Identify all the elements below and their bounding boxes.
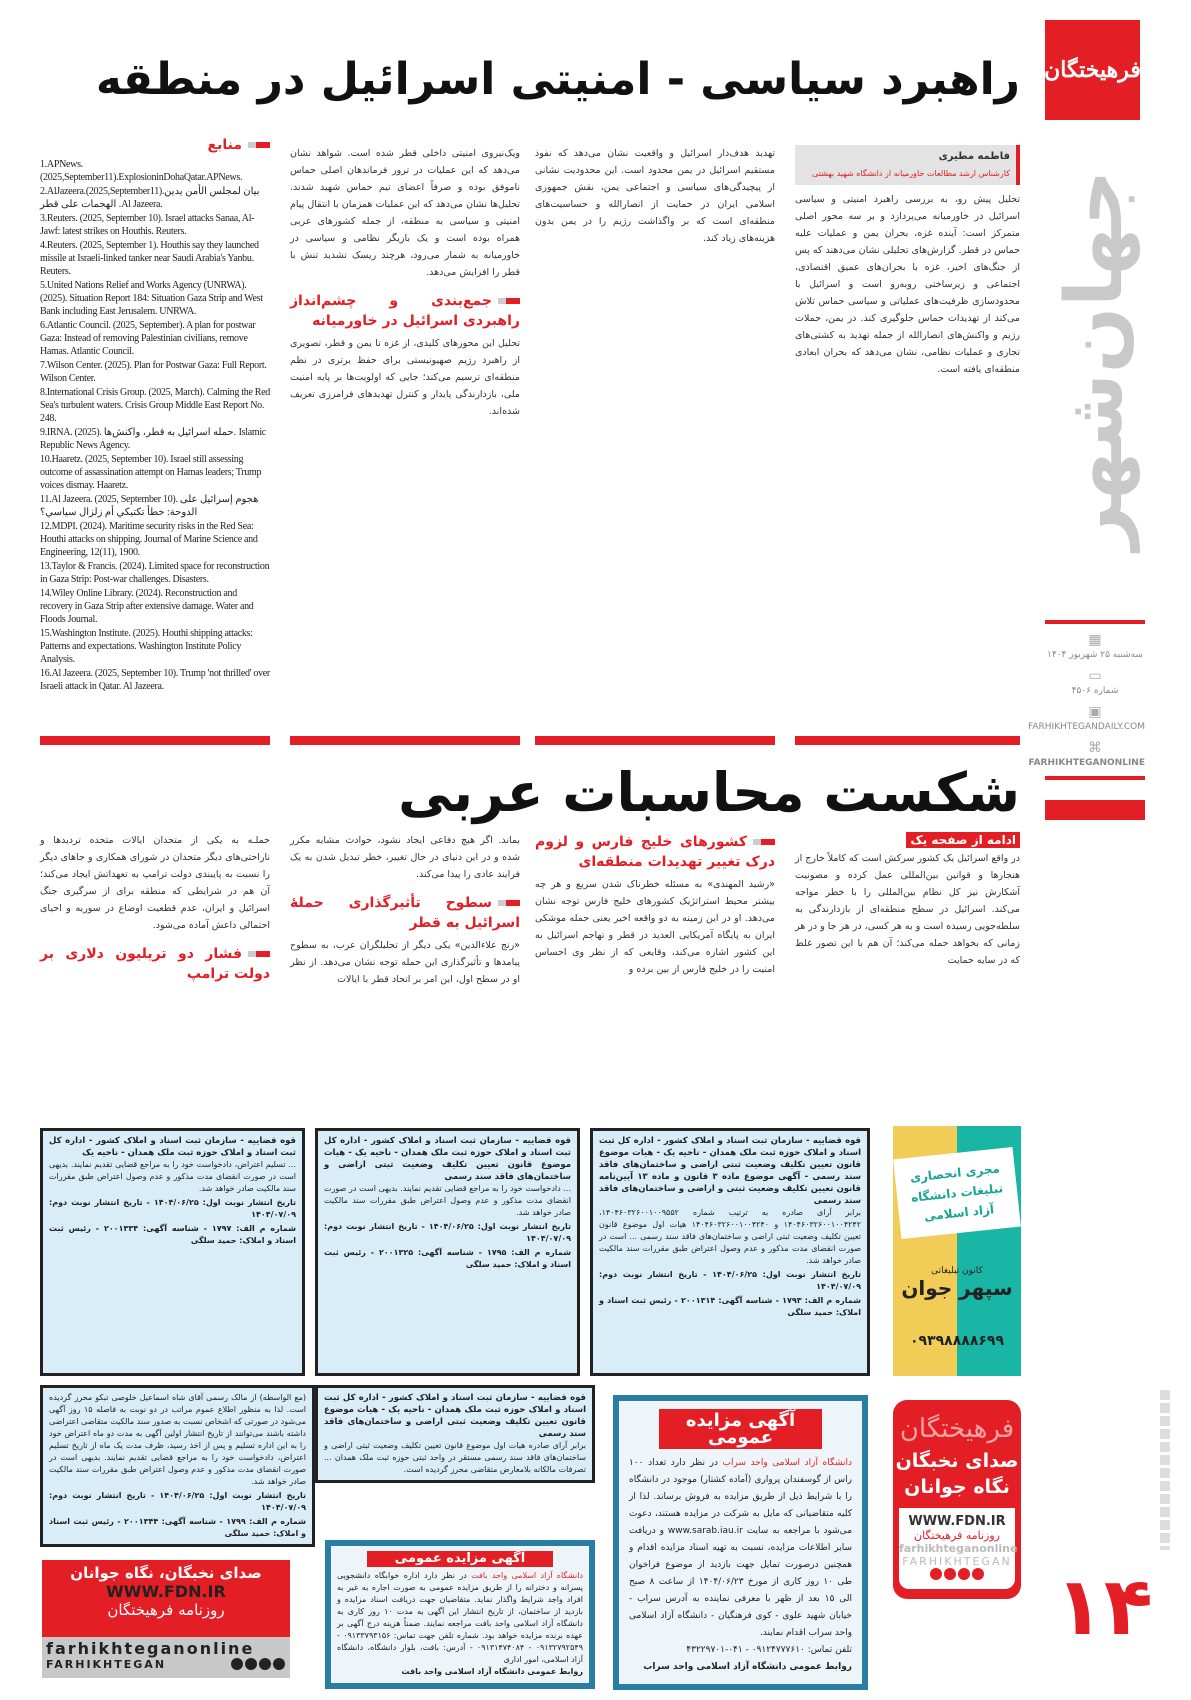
social-icons [899, 1568, 1015, 1583]
auction-text: در نظر دارد اداره خوابگاه دانشجویی پسرانه و دخترانه را از طریق مزایده عمومی به صورت اجاره به غیر به افراد واجد شرایط واگذار نماید. متقاضیان جهت دریافت اسناد مزایده و بازدید از ساختمان، از تاریخ انتشار این آگهی به مدت ۱۰ روز کاری به دانشگاه آزاد اسلامی واحد بافت مراجعه نمایند. ضمناً هزینه درج آگهی بر عهده برنده مزایده خواهد بود. شماره تلفن جهت تماس: ۰۹۱۳۳۷۹۳۱۵۶ - ۰۹۱۳۲۷۹۲۵۴۹ - ۰۹۱۳۱۴۷۴۰۸۴ - آدرس: بافت، بلوار دانشگاه، دانشگاه آزاد اسلامی، امور اداری [337, 1571, 584, 1664]
source-item: 1.APNews.(2025,September11).ExplosioninDohaQatar.APNews. [40, 159, 243, 183]
article1-headline: راهبرد سیاسی - امنیتی اسرائیل در منطقه [95, 54, 1020, 105]
article1-col2 [535, 145, 775, 247]
section-title: جهان‌شهر [1050, 169, 1140, 551]
author-title: کارشناس ارشد مطالعات خاورمیانه از دانشگاه شهید بهشتی [812, 169, 1010, 178]
sepehr-brand [901, 1266, 1012, 1300]
auction-title: آگهی مزایده عمومی [659, 1409, 822, 1449]
notice-header: قوه قضاییه - سازمان ثبت اسناد و املاک کشور - اداره کل ثبت اسناد و املاک حوزه ثبت ملک همدان - ناحیه یک [49, 1136, 296, 1158]
body-text: «رشید المهندی» به مسئله خطرناک شدن سریع و هر چه بیشتر محیط استراتژیک کشورهای خلیج فارس توجه نشان می‌دهد. او در این زمینه به دو واقعه اخیر یعنی حمله موشکی ایران به پایگاه آمریکایی العدید در قطر و تهاجم اسرائیل به این کشور اشاره می‌کند، وقایعی که از نظر وی احساس امنیت را در خلیج فارس از بین برده و [535, 879, 775, 975]
banner-slogan: صدای نخبگان، نگاه جوانان [70, 1564, 262, 1582]
ad-slogan: صدای نخبگان [895, 1450, 1019, 1472]
subheading: کشورهای خلیج فارس و لزوم درک تغییر تهدیدات منطقه‌ای [535, 834, 775, 870]
telegram-icon [958, 1568, 970, 1580]
source-item: 15.Washington Institute. (2025). Houthi shipping attacks: Patterns and expectations. Washington Institute Policy Analysis. [40, 628, 253, 665]
legal-notice [315, 1128, 580, 1376]
notice-dates: تاریخ انتشار نوبت اول: ۱۴۰۴/۰۶/۲۵ - تاریخ انتشار نوبت دوم: ۱۴۰۴/۰۷/۰۹ [324, 1222, 571, 1243]
auction-ad-baft [325, 1540, 595, 1689]
body-text: تحلیل پیش رو، به بررسی راهبرد امنیتی و سیاسی اسرائیل در خاورمیانه می‌پردازد و بر سه محور اصلی متمرکز است: آینده غزه، بحران یمن و عملیات علیه حماس در قطر. گزارش‌های تحلیلی نشان می‌دهند که پس از جنگ‌های اخیر، غزه با بحران‌های عمیق اقتصادی، اجتماعی و زیرساختی روبه‌رو است و اسرائیل با محدودسازی ظرفیت‌های عملیاتی و سیاسی حماس تلاش می‌کند از تهدیدات حماس جلوگیری کند. در یمن، حملات رژیم و واکنش‌های انصارالله از جمله تهدید به کشتی‌های تجاری و عملیات نظامی، نشان می‌دهد که بحران ابعادی منطقه‌ای یافته است. [795, 194, 1020, 375]
notice-body: ... تسلیم اعتراض، دادخواست خود را به مراجع قضایی تقدیم نمایند. بدیهی است در صورت انقضای مدت مذکور و عدم وصول اعتراض طبق مقررات سند مالکیت صادر خواهد شد. [49, 1160, 296, 1193]
banner-handle: farhikhteganonline [46, 1639, 255, 1658]
notice-dates: تاریخ انتشار نوبت اول: ۱۴۰۴/۰۶/۲۵ - تاریخ انتشار نوبت دوم: ۱۴۰۴/۰۷/۰۹ [49, 1198, 296, 1219]
brand-name: سپهر جوان [901, 1275, 1013, 1300]
ad-handle: farhikhteganonline [899, 1542, 1018, 1555]
notice-body: برابر آرای صادره هیات اول موضوع قانون تعیین تکلیف وضعیت ثبتی اراضی و ساختمان‌های فاقد سند رسمی مستقر در واحد ثبتی حوزه ثبت ملک همدان ... تصرفات مالکانه بلامعارض متقاضی محرز گردیده است. [324, 1441, 586, 1474]
auction-org: دانشگاه آزاد اسلامی واحد سراب [722, 1458, 852, 1468]
byline [795, 145, 1020, 185]
ad-info [899, 1508, 1018, 1589]
strip-red-block [1045, 800, 1145, 820]
auction-footer: روابط عمومی دانشگاه آزاد اسلامی واحد سراب [643, 1662, 852, 1672]
body-text: ویک‌نیروی امنیتی داخلی قطر شده است. شواهد نشان می‌دهد که این عملیات در ترور فرماندهان اصلی حماس ناموفق بوده و صرفاً اعضای تیم حماس شهید شدند. تحلیل‌ها نشان می‌دهد که این عملیات همزمان با انتقال پیام امنیتی و سیاسی به منطقه، از جمله کشورهای عربی همراه بوده است و یک بازیگر نظامی و سیاسی در خاورمیانه به شمار می‌رود، هرچند ریسک تشدید تنش با قطر را افزایش می‌دهد. [290, 148, 520, 278]
source-item: 7.Wilson Center. (2025). Plan for Postwar Gaza: Full Report. Wilson Center. [40, 360, 267, 384]
issue-number-icon: ▭ [1088, 668, 1102, 684]
calendar-icon: ▦ [1088, 632, 1102, 648]
article2-col4 [40, 832, 270, 988]
page-number: ۱۴ [1055, 1560, 1153, 1653]
author-name: فاطمه مطیری [938, 151, 1010, 162]
source-item: 9.IRNA. (2025). حمله اسرائیل به قطر، واکنش‌ها. Islamic Republic News Agency. [40, 427, 266, 451]
subheading: سطوح تأثیرگذاری حملهٔ اسرائیل به قطر [290, 895, 520, 931]
source-item: 4.Reuters. (2025, September 1). Houthis say they launched missile at Israeli-linked tanker near Saudi Arabia's Yanbu. Reuters. [40, 240, 259, 277]
notice-signature: شماره م الف: ۱۷۹۵ - شناسه آگهی: ۲۰۰۱۳۲۵ - رئیس ثبت اسناد و املاک: حمید سلگی [324, 1248, 571, 1269]
farhikhtegan-ad [893, 1400, 1021, 1599]
auction-footer: روابط عمومی دانشگاه آزاد اسلامی واحد بافت [401, 1667, 583, 1676]
source-item: 10.Haaretz. (2025, September 10). Israel still assessing outcome of assassination attempt on Hamas leaders; Trump voices dismay. Haaretz. [40, 454, 262, 491]
ad-name: FARHIKHTEGAN [902, 1555, 1012, 1568]
telegram-icon [245, 1658, 257, 1670]
notice-body: ... دادخواست خود را به مراجع قضایی تقدیم نمایند. بدیهی است در صورت انقضای مدت مذکور و عدم وصول اعتراض طبق مقررات سند مالکیت صادر خواهد شد. [324, 1184, 571, 1217]
banner-paper: روزنامه فرهیختگان [107, 1601, 225, 1619]
auction-body [629, 1455, 852, 1642]
body-text: «رنج علاءالدین» یکی دیگر از تحلیلگران عرب، به سطوح پیامدها و تأثیرگذاری این حمله توجه نشان می‌دهد. از نظر او در سطح اول، این امر بر اتحاد قطر با ایالات [290, 940, 520, 985]
notice-header: قوه قضاییه - سازمان ثبت اسناد و املاک کشور - اداره کل ثبت اسناد و املاک حوزه ثبت ملک همدان - ناحیه یک - هیات موضوع قانون تعیین تکلیف وضعیت ثبتی اراضی و ساختمان‌های فاقد سند رسمی [324, 1136, 571, 1182]
notice-header: قوه قضاییه - سازمان ثبت اسناد و املاک کشور - اداره کل ثبت اسناد و املاک حوزه ثبت ملک همدان - ناحیه یک - هیات موضوع قانون تعیین تکلیف وضعیت ثبتی اراضی و ساختمان‌های فاقد سند رسمی [324, 1393, 586, 1439]
auction-org: دانشگاه آزاد اسلامی واحد بافت [471, 1571, 584, 1580]
end-bar [40, 736, 270, 745]
issue-number: شماره ۴۵۰۶ [1071, 686, 1119, 696]
notice-signature: شماره م الف: ۱۷۹۳ - شناسه آگهی: ۲۰۰۱۳۱۴ - رئیس ثبت اسناد و املاک: حمید سلگی [599, 1296, 861, 1317]
social-icon: ⌘ [1088, 740, 1102, 756]
auction-title: آگهی مزایده عمومی [367, 1551, 553, 1567]
banner-url[interactable]: WWW.FDN.IR [106, 1582, 226, 1601]
source-item: 5.United Nations Relief and Works Agency (UNRWA). (2025). Situation Report 184: Situation Gaza Strip and West Bank including East Jerusalem. UNRWA. [40, 280, 263, 317]
auction-body [337, 1570, 583, 1666]
newspaper-logo: فرهیختگان [1045, 20, 1140, 120]
sepehr-javan-ad [893, 1126, 1021, 1376]
eitaa-icon [273, 1658, 285, 1670]
sources-list [40, 158, 270, 693]
banner-name: FARHIKHTEGAN [46, 1658, 167, 1671]
article1-col1 [795, 145, 1020, 378]
subheading: جمع‌بندی و چشم‌انداز راهبردی اسرائیل در خاورمیانه [290, 293, 520, 329]
instagram-icon [231, 1658, 243, 1670]
article1-col3 [290, 145, 520, 420]
body-text: تهدید هدف‌دار اسرائیل و واقعیت نشان می‌دهد که نفوذ مستقیم اسرائیل در یمن محدود است. این محدودیت نشانی از پیچیدگی‌های سیاسی و اجتماعی یمن، نقش جمهوری اسلامی ایران در حمایت از انصارالله و حساسیت‌های منطقه‌ای است که بر واگذاشت رژیم را در یمن بدون هزینه‌های زیاد کند. [535, 148, 775, 244]
source-item: 14.Wiley Online Library. (2024). Reconstruction and recovery in Gaza Strip after extensive damage. Water and Floods Journal. [40, 588, 254, 625]
subheading: فشار دو تریلیون دلاری بر دولت ترامپ [40, 946, 270, 982]
source-item: 13.Taylor & Francis. (2024). Limited space for reconstruction in Gaza Strip: Post-war challenges. Disasters. [40, 561, 270, 585]
auction-text: در نظر دارد تعداد ۱۰۰ راس از گوسفندان پرواری (آماده کشتار) موجود در دانشگاه را با شرایط ذیل از طریق مزایده به فروش برساند. لذا از کلیه متقاضیانی که مایل به شرکت در مزایده هستند، دعوت می‌شود با مراجعه به سایت www.sarab.iau.ir و دریافت سایر اطلاعات مزایده، نسبت به تهیه اسناد مزایده اقدام و همچنین درصورت تمایل جهت بازدید از موضوع فراخوان طی ۱۰ روز کاری از مورخ ۱۴۰۴/۰۶/۲۳ از ساعت ۸ صبح الی ۱۵ بعد از ظهر با معرفی نماینده به آدرس سراب - خیابان شهید علوی - کوی فرهنگیان - دانشگاه آزاد اسلامی واحد سراب اقدام نمایند. [629, 1458, 853, 1638]
ad-ribbon: مجری انحصاری تبلیغات دانشگاه آزاد اسلامی [893, 1147, 1021, 1239]
article2-col1 [795, 832, 1020, 969]
end-bar [795, 736, 1020, 745]
ad-paper: روزنامه فرهیختگان [913, 1529, 1000, 1542]
instagram-icon [972, 1568, 984, 1580]
brand-small: کانون تبلیغاتی [931, 1265, 983, 1276]
twitter-icon [944, 1568, 956, 1580]
article2-headline: شکست محاسبات عربی [398, 761, 1020, 824]
notice-body: (مع الواسطه) از مالک رسمی آقای شاه اسماعیل خلوصی تبکو محرز گردیده است. لذا به منظور اطلاع عموم مراتب در دو نوبت به فاصله ۱۵ روز آگهی می‌شود در صورتی که اشخاص نسبت به صدور سند مالکیت متقاضی اعتراضی داشته باشند می‌توانند از تاریخ انتشار اولین آگهی به مدت دو ماه اعتراض خود را به این اداره تسلیم و پس از اخذ رسید، ظرف مدت یک ماه از تاریخ تسلیم اعتراض، دادخواست خود را به مراجع قضایی تقدیم نمایند. بدیهی است در صورت انقضای مدت مذکور و عدم وصول اعتراض طبق مقررات سند مالکیت صادر خواهد شد. [49, 1393, 306, 1486]
continued-label: ادامه از صفحه یک [906, 832, 1020, 848]
article2-col2 [535, 832, 775, 978]
ad-url[interactable]: WWW.FDN.IR [908, 1514, 1006, 1529]
article2-col3 [290, 832, 520, 988]
source-item: 2.AlJazeera.(2025,September11).بيان لمجلس الأمن يدين الهجمات على قطر .Al Jazeera. [40, 186, 260, 210]
website-icon: ▣ [1088, 704, 1102, 720]
sources-title: منابع [40, 135, 270, 155]
legal-notice [40, 1128, 305, 1376]
decorative-lines [1160, 1390, 1170, 1550]
notice-header: قوه قضاییه - سازمان ثبت اسناد و املاک کشور - اداره کل ثبت اسناد و املاک حوزه ثبت ملک همدان - ناحیه یک - هیات موضوع قانون تعیین تکلیف وضعیت ثبتی اراضی و ساختمان‌های فاقد سند رسمی - آگهی موضوع ماده ۳ قانون و ماده ۱۳ آیین‌نامه قانون تعیین تکلیف وضعیت ثبتی و اراضی و ساختمان‌های فاقد سند رسمی [599, 1136, 861, 1206]
source-item: 6.Atlantic Council. (2025, September). A plan for postwar Gaza: Instead of removing Palestinian civilians, remove Hamas. Atlantic Council. [40, 320, 256, 357]
source-item: 8.International Crisis Group. (2025, March). Calming the Red Sea's turbulent waters. Crisis Group Middle East Report No. 248. [40, 387, 271, 424]
banner-name-row [46, 1658, 286, 1671]
notice-signature: شماره م الف: ۱۷۹۹ - شناسه آگهی: ۲۰۰۱۳۴۴ - رئیس ثبت اسناد و املاک: حمید سلگی [49, 1517, 306, 1538]
end-bar [535, 736, 775, 745]
auction-ad-sarab [613, 1395, 868, 1690]
issue-date: سه‌شنبه ۲۵ شهریور ۱۴۰۴ [1047, 650, 1143, 660]
legal-notice [315, 1385, 595, 1483]
ad-phone: ۰۹۳۹۸۸۸۸۶۹۹ [910, 1333, 1004, 1350]
twitter-icon [259, 1658, 271, 1670]
notice-dates: تاریخ انتشار نوبت اول: ۱۴۰۴/۰۶/۲۵ - تاریخ انتشار نوبت دوم: ۱۴۰۴/۰۷/۰۹ [49, 1491, 306, 1512]
source-item: 3.Reuters. (2025, September 10). Israel attacks Sanaa, Al-Jawf: latest strikes on Houthis. Reuters. [40, 213, 255, 237]
legal-notice [590, 1128, 870, 1376]
body-text: در واقع اسرائیل یک کشور سرکش است که کاملاً خارج از هنجارها و قوانین بین‌المللی عمل کرده و مصونیت آشکارش نیز کل نظام بین‌المللی را با خطر مواجه می‌کند. اسرائیل در سطح منطقه‌ای از بازدارندگی به سلطه‌جویی رسیده است و به هر کسی، در هر جا و در هر زمانی که بخواهد حمله می‌کند؛ آن هم با این تصور غلط که در سایه حمایت [795, 853, 1020, 966]
sources-box [40, 135, 270, 694]
eitaa-icon [930, 1568, 942, 1580]
farhikhtegan-banner-ad [42, 1560, 290, 1678]
notice-signature: شماره م الف: ۱۷۹۷ - شناسه آگهی: ۲۰۰۱۳۳۴ - رئیس ثبت اسناد و املاک: حمید سلگی [49, 1224, 296, 1245]
ad-wordmark: فرهیختگان [899, 1414, 1015, 1444]
ad-slogan: نگاه جوانان [904, 1476, 1010, 1498]
website-link[interactable]: FARHIKHTEGANDAILY.COM [1028, 722, 1145, 732]
body-text: بماند. اگر هیچ دفاعی ایجاد نشود، حوادث مشابه مکرر شده و در این دنیای در حال تغییر، خطر تبدیل شدن به یک فرایند عادی را پیدا می‌کند. [290, 835, 520, 880]
end-bar [290, 736, 520, 745]
notice-dates: تاریخ انتشار نوبت اول: ۱۴۰۴/۰۶/۲۵ - تاریخ انتشار نوبت دوم: ۱۴۰۴/۰۷/۰۹ [599, 1270, 861, 1291]
body-text: تحلیل این محورهای کلیدی، از غزه تا یمن و قطر، تصویری از راهبرد رژیم صهیونیستی برای حفظ برتری در نظم منطقه‌ای ترسیم می‌کند؛ جایی که اولویت‌ها بر پایه امنیت ملی، بازدارندگی پایدار و کنترل تهدیدهای فرامرزی تعریف شده‌اند. [290, 338, 520, 417]
legal-notice [40, 1385, 315, 1547]
source-item: 16.Al Jazeera. (2025, September 10). Trump 'not thrilled' over Israeli attack in Qatar. Al Jazeera. [40, 668, 270, 692]
notice-body: برابر آرای صادره به ترتیب شماره ۱۴۰۴۶۰۳۲۶۰۰۱۰۰۹۵۵۲، ۱۴۰۴۶۰۳۲۶۰۰۱۰۰۴۲۴۲ و ۱۴۰۴۶۰۳۲۶۰۰۱۰۰۴۲۴۰ هیات اول موضوع قانون تعیین تکلیف وضعیت ثبتی اراضی و ساختمان‌های فاقد سند رسمی ... است در صورت انقضای مدت مذکور و عدم وصول اعتراض طبق مقررات سند مالکیت صادر خواهد شد. [599, 1208, 861, 1265]
social-handle[interactable]: FARHIKHTEGANONLINE [1028, 758, 1145, 768]
issue-info [1028, 620, 1145, 780]
source-item: 12.MDPI. (2024). Maritime security risks in the Red Sea: Houthi attacks on shipping. Journal of Marine Science and Engineering, 12(11), 1900. [40, 521, 258, 558]
source-item: 11.Al Jazeera. (2025, September 10). هجوم إسرائيل على الدوحة: خطأ تكتيكي أم زلزال سياسي؟ [40, 494, 259, 518]
auction-phone: تلفن تماس: ۰۹۱۲۴۷۷۷۶۱۰ - ۰۴۱-۴۳۲۲۹۷۰۱ [686, 1645, 852, 1655]
body-text: حملـه به یکی از متحدان ایالات متحده تردیدها و ناراحتی‌های دیگر متحدان در شورای همکاری و جاهای دیگر را نسبت به پایبندی دولت ترامپ به تعهداتش ایجاد می‌کند؛ آن هم در شرایطی که منطقه برای از سرگیری جنگ اسرائیل و ایران، عدم قطعیت اوضاع در سوریه و احیای احتمالی داعش آماده می‌شود. [40, 835, 270, 931]
